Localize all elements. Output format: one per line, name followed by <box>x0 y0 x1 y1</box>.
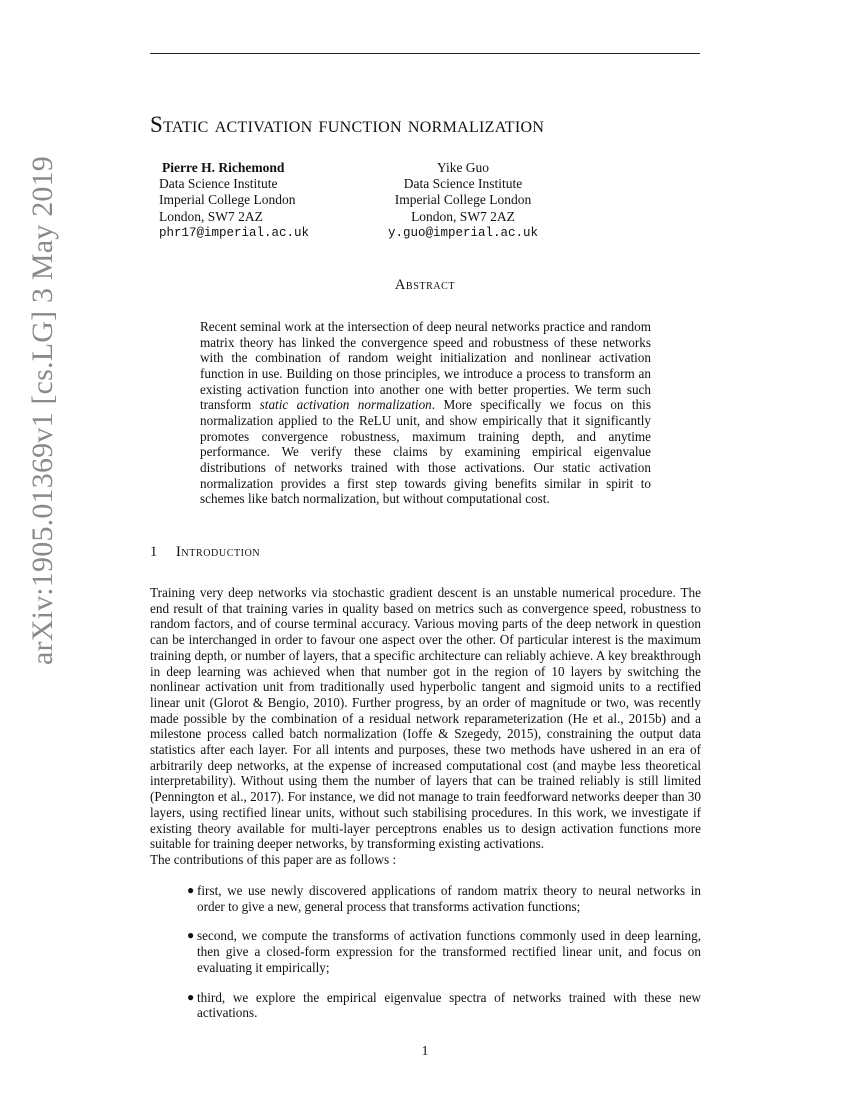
abstract-heading: Abstract <box>394 277 456 293</box>
intro-paragraph: Training very deep networks via stochastic gradient descent is an unstable numerical procedure. The end result of that training varies in quality based on metrics such as convergence speed, robustness to random factors, and of course terminal accuracy. Various moving parts of the deep network in question can be interchanged in order to favour one aspect over the other. Of particular interest is the maximum training depth, or number of layers, that a specific architecture can reliably achieve. A key breakthrough in deep learning was achieved when that number got in the region of 10 layers by switching the nonlinear activation unit from traditionally used hyperbolic tangent and sigmoid units to a rectified linear unit (Glorot & Bengio, 2010). Further progress, by an order of magnitude or two, was recently made possible by the combination of a residual network reparameterization (He et al., 2015b) and a milestone process called batch normalization (Ioffe & Szegedy, 2015), constraining the output data statistics after each layer. For all intents and purposes, these two methods have ushered in an era of arbitrarily deep networks, at the expense of increased computational cost (and maybe less theoretical interpretability). Without using them the number of layers that can be trained reliably is still limited (Pennington et al., 2017). For instance, we did not manage to train feedforward networks deeper than 30 layers, using rectified linear units, without such stabilising procedures. In this work, we investigate if existing theory available for multi-layer perceptrons enables us to design activation functions more suitable for training deeper networks, by transforming existing activations. <box>150 585 701 852</box>
list-item-text: third, we explore the empirical eigenvalue spectra of networks trained with these new activations. <box>197 989 701 1021</box>
section-number: 1 <box>150 544 158 560</box>
author-block-2 <box>380 160 546 241</box>
author-institution: Imperial College London <box>159 192 296 208</box>
list-item <box>150 883 701 914</box>
author-name: Yike Guo <box>436 160 490 175</box>
author-address: London, SW7 2AZ <box>411 208 515 224</box>
list-item-text: second, we compute the transforms of activation functions commonly used in deep learning, then give a closed-form expression for the transformed rectified linear unit, and focus on evaluating it empirically; <box>197 928 701 975</box>
author-institution: Imperial College London <box>394 192 532 208</box>
author-affiliation: Data Science Institute <box>403 176 523 192</box>
list-item-text: first, we use newly discovered applications of random matrix theory to neural networks in order to give a new, general process that transforms activation functions; <box>197 883 701 914</box>
bullet-icon: ● <box>187 928 195 943</box>
arxiv-identifier: arXiv:1905.01369v1 [cs.LG] 3 May 2019 <box>26 156 59 665</box>
bullet-icon: ● <box>187 883 195 897</box>
abstract-text: Recent seminal work at the intersection of deep neural networks practice and random matrix theory has linked the convergence speed and robustness of these networks with the combination of random weight initialization and nonlinear activation function in use. Building on those principles, we introduce a process to transform an existing activation function into another one with better properties. We term such transform <box>200 319 651 413</box>
section-heading <box>150 544 260 561</box>
abstract-text: . More specifically we focus on this normalization applied to the ReLU unit, and show empirically that it significantly promotes convergence robustness, maximum training depth, and anytime performance. We verify these claims by examining empirical eigenvalue distributions of networks trained with those activations. Our static activation normalization provides a first step towards giving benefits similar in spirit to schemes like batch normalization, but without computational cost. <box>200 397 651 507</box>
author-email: phr17@imperial.ac.uk <box>159 225 310 240</box>
bullet-icon: ● <box>187 989 195 1004</box>
abstract-emphasis: static activation normalization <box>259 397 432 413</box>
author-address: London, SW7 2AZ <box>159 208 263 224</box>
contributions-lead: The contributions of this paper are as follows : <box>150 852 397 867</box>
author-name: Pierre H. Richemond <box>162 160 285 175</box>
paper-title: Static activation function normalization <box>150 112 545 137</box>
section-title: Introduction <box>176 544 261 560</box>
top-rule <box>150 53 700 54</box>
author-affiliation: Data Science Institute <box>159 176 278 192</box>
abstract-body <box>200 319 651 507</box>
author-block-1 <box>159 160 309 241</box>
list-item <box>150 928 701 975</box>
author-email: y.guo@imperial.ac.uk <box>387 225 539 240</box>
page-number: 1 <box>421 1043 429 1058</box>
list-item <box>150 990 701 1021</box>
contributions-list <box>150 883 701 1035</box>
